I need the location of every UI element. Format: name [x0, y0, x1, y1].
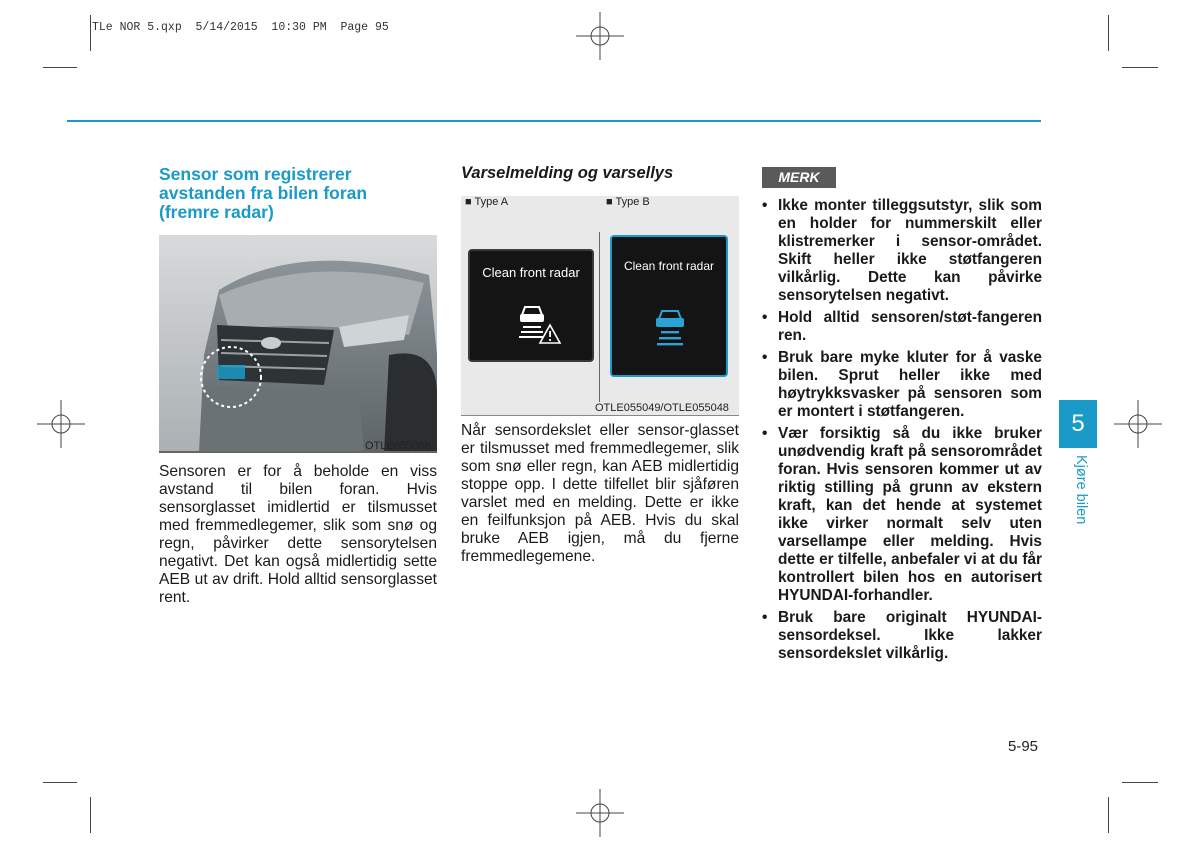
note-item: [762, 197, 1042, 305]
panel-message: Clean front radar: [623, 259, 715, 273]
body-paragraph: Når sensordekslet eller sensor-glasset er tilsmusset med fremmedlegemer, slik som snø eller regn, kan AEB midlertidig stoppe opp. I dette tilfellet blir sjåføren varslet med en melding. Dette er ikke en feilfunksjon på AEB. Hvis du skal bruke AEB igjen, må du fjerne fremmedlegemene.: [461, 422, 739, 565]
bullet: •: [762, 349, 768, 366]
note-text: Bruk bare originalt HYUNDAI-sensordeksel. Ikke lakker sensordekslet vilkårlig.: [778, 609, 1042, 662]
type-b-label: ■ Type B: [606, 196, 650, 208]
crop-mark: [90, 15, 91, 51]
page-number: 5-95: [1008, 738, 1039, 755]
note-item: [762, 609, 1042, 663]
car-radar-blue-icon: [653, 307, 687, 347]
chapter-side-label: Kjøre bilen: [1073, 455, 1089, 525]
note-item: [762, 309, 1042, 345]
figure-divider: [599, 232, 600, 402]
note-text: Hold alltid sensoren/støt-fangeren ren.: [778, 309, 1042, 344]
bullet: •: [762, 609, 768, 626]
crop-mark: [1108, 797, 1109, 833]
panel-message: Clean front radar: [482, 265, 580, 280]
crop-mark: [1108, 15, 1109, 51]
registration-crosshair-icon: [1114, 400, 1162, 448]
section-heading: Varselmelding og varsellys: [461, 164, 674, 182]
bullet: •: [762, 309, 768, 326]
figure-code: OTLE055088: [365, 440, 431, 452]
bullet: •: [762, 425, 768, 442]
printer-slug: TLe NOR 5.qxp 5/14/2015 10:30 PM Page 95: [92, 21, 389, 34]
figure-code: OTLE055049/OTLE055048: [595, 402, 729, 414]
body-paragraph: Sensoren er for å beholde en viss avstand til bilen foran. Hvis sensorglasset imidlertid er tilsmusset med fremmedlegemer, slik som snø og regn, påvirker dette sensorytelsen negativt. Det kan også midlertidig sette AEB ut av drift. Hold alltid sensorglasset rent.: [159, 463, 437, 606]
registration-crosshair-icon: [37, 400, 85, 448]
car-front-radar-photo: [159, 235, 437, 453]
note-badge: MERK: [762, 167, 836, 188]
crop-mark: [1122, 782, 1158, 783]
crop-mark: [90, 797, 91, 833]
registration-crosshair-icon: [576, 12, 624, 60]
note-text: Vær forsiktig så du ikke bruker unødvendig kraft på sensorområdet foran. Hvis sensoren kommer ut av riktig stilling på grunn av ekstern kraft, kan det hende at systemet ikke virker normalt selv uten varsellampe eller melding. Hvis dette er tilfelle, anbefaler vi at du får kontrollert bilen hos en autorisert HYUNDAI-forhandler.: [778, 425, 1042, 604]
note-text: Ikke monter tilleggsutstyr, slik som en holder for nummerskilt eller klistremerker i sensor-området. Skift heller ikke støtfangeren vilkårlig. Dette kan påvirke sensorytelsen negativt.: [778, 197, 1042, 304]
chapter-tab: 5: [1059, 400, 1097, 448]
note-item: [762, 425, 1042, 605]
note-text: Bruk bare myke kluter for å vaske bilen. Sprut heller ikke med høytrykksvasker på sensoren som er montert i støtfangeren.: [778, 349, 1042, 420]
registration-crosshair-icon: [576, 789, 624, 837]
header-rule: [67, 120, 1041, 122]
note-item: [762, 349, 1042, 421]
type-a-label: ■ Type A: [465, 196, 509, 208]
bullet: •: [762, 197, 768, 214]
crop-mark: [43, 782, 77, 783]
type-a-panel: [468, 249, 594, 362]
warning-message-figure: [461, 196, 739, 416]
note-list: [762, 197, 1042, 667]
type-b-panel: [610, 235, 728, 377]
car-radar-warning-icon: [516, 301, 562, 345]
section-heading: Sensor som registrerer avstanden fra bilen foran (fremre radar): [159, 164, 368, 222]
crop-mark: [1122, 67, 1158, 68]
crop-mark: [43, 67, 77, 68]
